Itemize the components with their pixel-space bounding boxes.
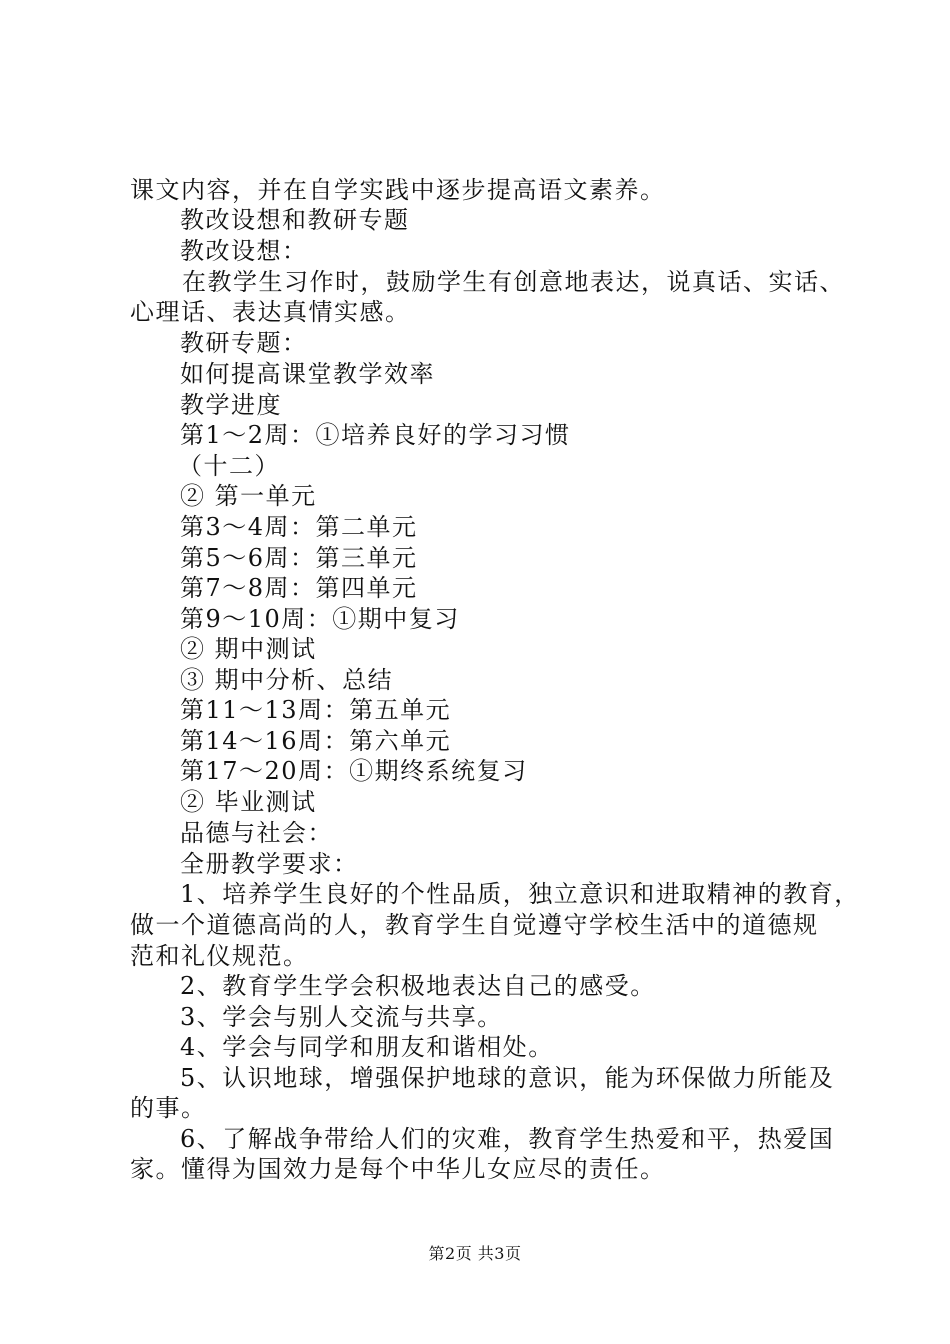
subheading: 全册教学要求： xyxy=(180,850,359,878)
schedule-line: 第14～16周：第六单元 xyxy=(180,727,452,755)
schedule-line: ② 第一单元 xyxy=(180,482,317,510)
schedule-line: 第3～4周：第二单元 xyxy=(180,513,418,541)
text-line: 在教学生习作时，鼓励学生有创意地表达，说真话、实话、 xyxy=(182,268,845,296)
text-line: 4、学会与同学和朋友和谐相处。 xyxy=(180,1033,554,1061)
schedule-line: （十二） xyxy=(178,452,280,480)
schedule-line: 第11～13周：第五单元 xyxy=(180,696,452,724)
text-line: 1、培养学生良好的个性品质，独立意识和进取精神的教育， xyxy=(180,880,860,908)
schedule-line: 第7～8周：第四单元 xyxy=(180,574,418,602)
subheading: 教研专题： xyxy=(180,329,308,357)
schedule-line: ② 毕业测试 xyxy=(180,788,317,816)
text-line: 6、了解战争带给人们的灾难，教育学生热爱和平，热爱国 xyxy=(180,1125,835,1153)
page-footer xyxy=(0,1244,950,1264)
schedule-line: 第17～20周：①期终系统复习 xyxy=(180,757,528,785)
text-line: 家。懂得为国效力是每个中华儿女应尽的责任。 xyxy=(130,1155,666,1183)
subheading: 教改设想： xyxy=(180,237,308,265)
text-line: 的事。 xyxy=(130,1094,207,1122)
text-line: 2、教育学生学会积极地表达自己的感受。 xyxy=(180,972,656,1000)
page-indicator: 第2页 共3页 xyxy=(428,1244,522,1263)
schedule-line: 第1～2周：①培养良好的学习习惯 xyxy=(180,421,571,449)
section-heading: 品德与社会： xyxy=(180,819,333,847)
text-line: 3、学会与别人交流与共享。 xyxy=(180,1003,503,1031)
text-line: 做一个道德高尚的人，教育学生自觉遵守学校生活中的道德规 xyxy=(130,911,819,939)
text-line: 心理话、表达真情实感。 xyxy=(130,298,411,326)
section-heading: 教学进度 xyxy=(180,391,282,419)
text-line: 课文内容，并在自学实践中逐步提高语文素养。 xyxy=(130,176,666,204)
text-line: 5、认识地球，增强保护地球的意识，能为环保做力所能及 xyxy=(180,1064,835,1092)
schedule-line: ② 期中测试 xyxy=(180,635,317,663)
schedule-line: ③ 期中分析、总结 xyxy=(180,666,394,694)
text-line: 如何提高课堂教学效率 xyxy=(180,360,435,388)
schedule-line: 第9～10周：①期中复习 xyxy=(180,605,460,633)
schedule-line: 第5～6周：第三单元 xyxy=(180,544,418,572)
text-line: 范和礼仪规范。 xyxy=(130,942,309,970)
section-heading: 教改设想和教研专题 xyxy=(180,206,410,234)
